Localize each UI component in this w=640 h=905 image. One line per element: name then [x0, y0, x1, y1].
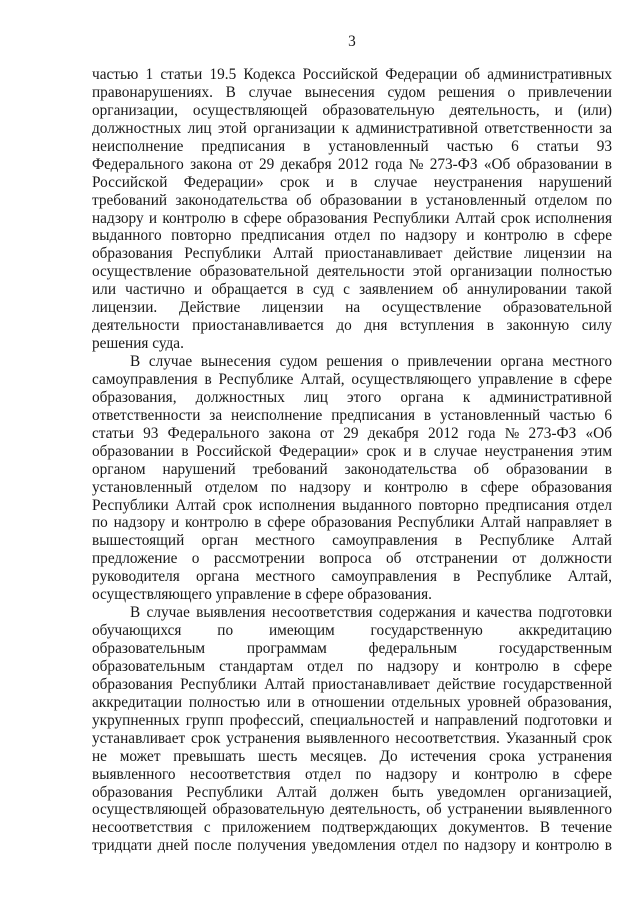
- text-line: осуществляющей образовательную деятельность, об устранении выявленного: [92, 801, 612, 819]
- text-line: образовании в Российской Федерации» срок и в случае неустранения этим: [92, 442, 612, 460]
- text-line: по надзору и контролю в сфере образования Республики Алтай направляет в: [92, 514, 612, 532]
- text-line: правонарушениях. В случае вынесения судом решения о привлечении: [92, 83, 612, 101]
- paragraph-2: [92, 353, 612, 604]
- text-line: образования Республики Алтай должен быть уведомлен организацией,: [92, 783, 612, 801]
- text-line: требований законодательства об образовании в установленный отделом по: [92, 191, 612, 209]
- page-number: 3: [348, 33, 356, 50]
- text-line: вышестоящий орган местного самоуправления в Республике Алтай: [92, 532, 612, 550]
- text-line: деятельности приостанавливается до дня вступления в законную силу: [92, 317, 612, 335]
- text-line: предложение о рассмотрении вопроса об отстранении от должности: [92, 550, 612, 568]
- text-line: осуществляющего управление в сфере образования.: [92, 586, 432, 604]
- text-line: тридцати дней после получения уведомления отдел по надзору и контролю в: [92, 837, 613, 855]
- document-body: [92, 66, 612, 855]
- text-line: надзору и контролю в сфере образования Республики Алтай срок исполнения: [92, 209, 612, 227]
- text-line: должностных лиц этой организации к административной ответственности за: [92, 119, 612, 137]
- text-line: обучающихся по имеющим государственную аккредитацию: [92, 622, 612, 640]
- text-line: Российской Федерации» срок и в случае неустранения нарушений: [92, 173, 612, 191]
- text-line: установленный отделом по надзору и контролю в сфере образования: [92, 478, 612, 496]
- text-line: образования Республики Алтай приостанавливает действие государственной: [92, 675, 612, 693]
- text-line: выданного повторно предписания отдел по надзору и контролю в сфере: [92, 227, 612, 245]
- text-line: частью 1 статьи 19.5 Кодекса Российской Федерации об административных: [92, 66, 612, 83]
- text-line: самоуправления в Республике Алтай, осуществляющего управление в сфере: [92, 370, 612, 388]
- text-line: решения суда.: [92, 335, 184, 353]
- paragraph-1: [92, 66, 612, 353]
- text-line: выявленного несоответствия отдел по надзору и контролю в сфере: [92, 765, 612, 783]
- text-line: не может превышать шесть месяцев. До истечения срока устранения: [92, 747, 612, 765]
- text-line: образования Республики Алтай приостанавливает действие лицензии на: [92, 245, 612, 263]
- text-line: несоответствия с приложением подтверждающих документов. В течение: [92, 819, 612, 837]
- text-line: руководителя органа местного самоуправления в Республике Алтай,: [92, 568, 612, 586]
- paragraph-3: [92, 604, 612, 855]
- text-line: образовательным стандартам отдел по надзору и контролю в сфере: [92, 657, 612, 675]
- text-line: организации, осуществляющей образовательную деятельность, и (или): [92, 101, 612, 119]
- text-line: органом нарушений требований законодательства об образовании в: [92, 460, 612, 478]
- text-line: образования, должностных лиц этого органа к административной: [92, 388, 612, 406]
- text-line: осуществление образовательной деятельности этой организации полностью: [92, 263, 612, 281]
- text-line: лицензии. Действие лицензии на осуществление образовательной: [92, 299, 612, 317]
- text-line: Республики Алтай срок исполнения выданного повторно предписания отдел: [92, 496, 612, 514]
- text-line: аккредитации полностью или в отношении отдельных уровней образования,: [92, 693, 612, 711]
- text-line: устанавливает срок устранения выявленного несоответствия. Указанный срок: [92, 729, 612, 747]
- text-line: или частично и обращается в суд с заявлением об аннулировании такой: [92, 281, 612, 299]
- text-line: В случае выявления несоответствия содержания и качества подготовки: [130, 604, 613, 622]
- text-line: укрупненных групп профессий, специальностей и направлений подготовки и: [92, 711, 612, 729]
- text-line: неисполнение предписания в установленный частью 6 статьи 93: [92, 137, 612, 155]
- text-line: образовательным программам федеральным государственным: [92, 640, 612, 657]
- text-line: ответственности за неисполнение предписания в установленный частью 6: [92, 406, 612, 424]
- text-line: В случае вынесения судом решения о привлечении органа местного: [130, 353, 612, 370]
- text-line: Федерального закона от 29 декабря 2012 года № 273-ФЗ «Об образовании в: [92, 155, 612, 173]
- text-line: статьи 93 Федерального закона от 29 декабря 2012 года № 273-ФЗ «Об: [92, 424, 612, 442]
